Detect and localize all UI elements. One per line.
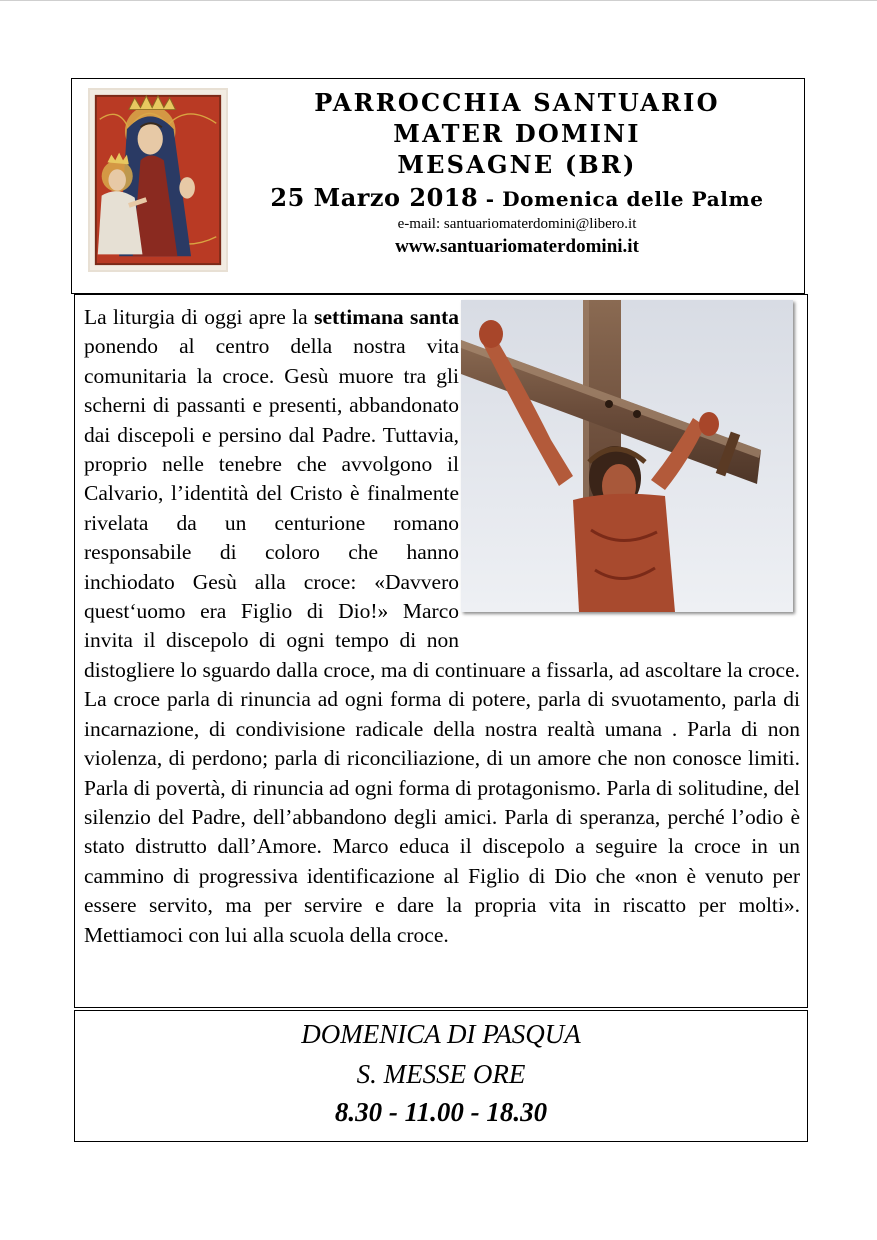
article-text [84,303,800,950]
parish-header [71,78,805,294]
parish-name-line2: MATER DOMINI [393,119,641,148]
mass-times-label: S. MESSE ORE [356,1059,526,1089]
website-link[interactable]: www.santuariomaterdomini.it [395,236,639,257]
madonna-icon [88,88,228,272]
liturgical-day: Domenica delle Palme [502,187,764,211]
header-text-block [242,87,792,258]
date: 25 Marzo 2018 [270,183,479,212]
image-spacer [459,303,800,637]
date-separator: - [478,187,503,211]
parish-name-line1: PARROCCHIA SANTUARIO [314,88,720,117]
article-body: ponendo al centro della nostra vita comunitaria la croce. Gesù muore tra gli scherni di passanti e presenti, abbandonato dai discepoli e persino dal Padre. Tuttavia, proprio nelle tenebre che avvolgono il Calvario, l’identità del Cristo è finalmente rivelata da un centurione romano responsabile di coloro che hanno inchiodato Gesù alla croce: «Davvero quest‘uomo era Figlio di Dio!» Marco invita il discepolo di ogni tempo di non distogliere lo sguardo dalla croce, ma di continuare a fissarla, ad ascoltare la croce. La croce parla di rinuncia ad ogni forma di potere, parla di svuotamento, parla di incarnazione, di condivisione radicale della nostra realtà umana . Parla di non violenza, di perdono; parla di riconciliazione, di un amore che non conosce limiti. Parla di povertà, di rinuncia ad ogni forma di protagonismo. Parla di solitudine, del silenzio del Padre, dell’abbandono degli amici. Parla di speranza, perché l’odio è stato distrutto dall’Amore. Marco educa il discepolo a seguire la croce in un cammino di progressiva identificazione al Figlio di Dio che «non è venuto per essere servito, ma per servire e dare la propria vita in riscatto per molti». Mettiamoci con lui alla scuola della croce. [84,334,800,947]
email-line: e-mail: santuariomaterdomini@libero.it [397,216,637,232]
date-line [242,183,792,212]
article-box [74,294,808,1008]
page-top-rule [0,0,877,1]
article-intro: La liturgia di oggi apre la [84,305,315,329]
mass-times: 8.30 - 11.00 - 18.30 [334,1097,548,1127]
easter-title: DOMENICA DI PASQUA [301,1019,581,1049]
parish-location: MESAGNE (BR) [397,150,637,179]
easter-mass-box [74,1010,808,1142]
bold-phrase: settimana santa [314,305,460,329]
